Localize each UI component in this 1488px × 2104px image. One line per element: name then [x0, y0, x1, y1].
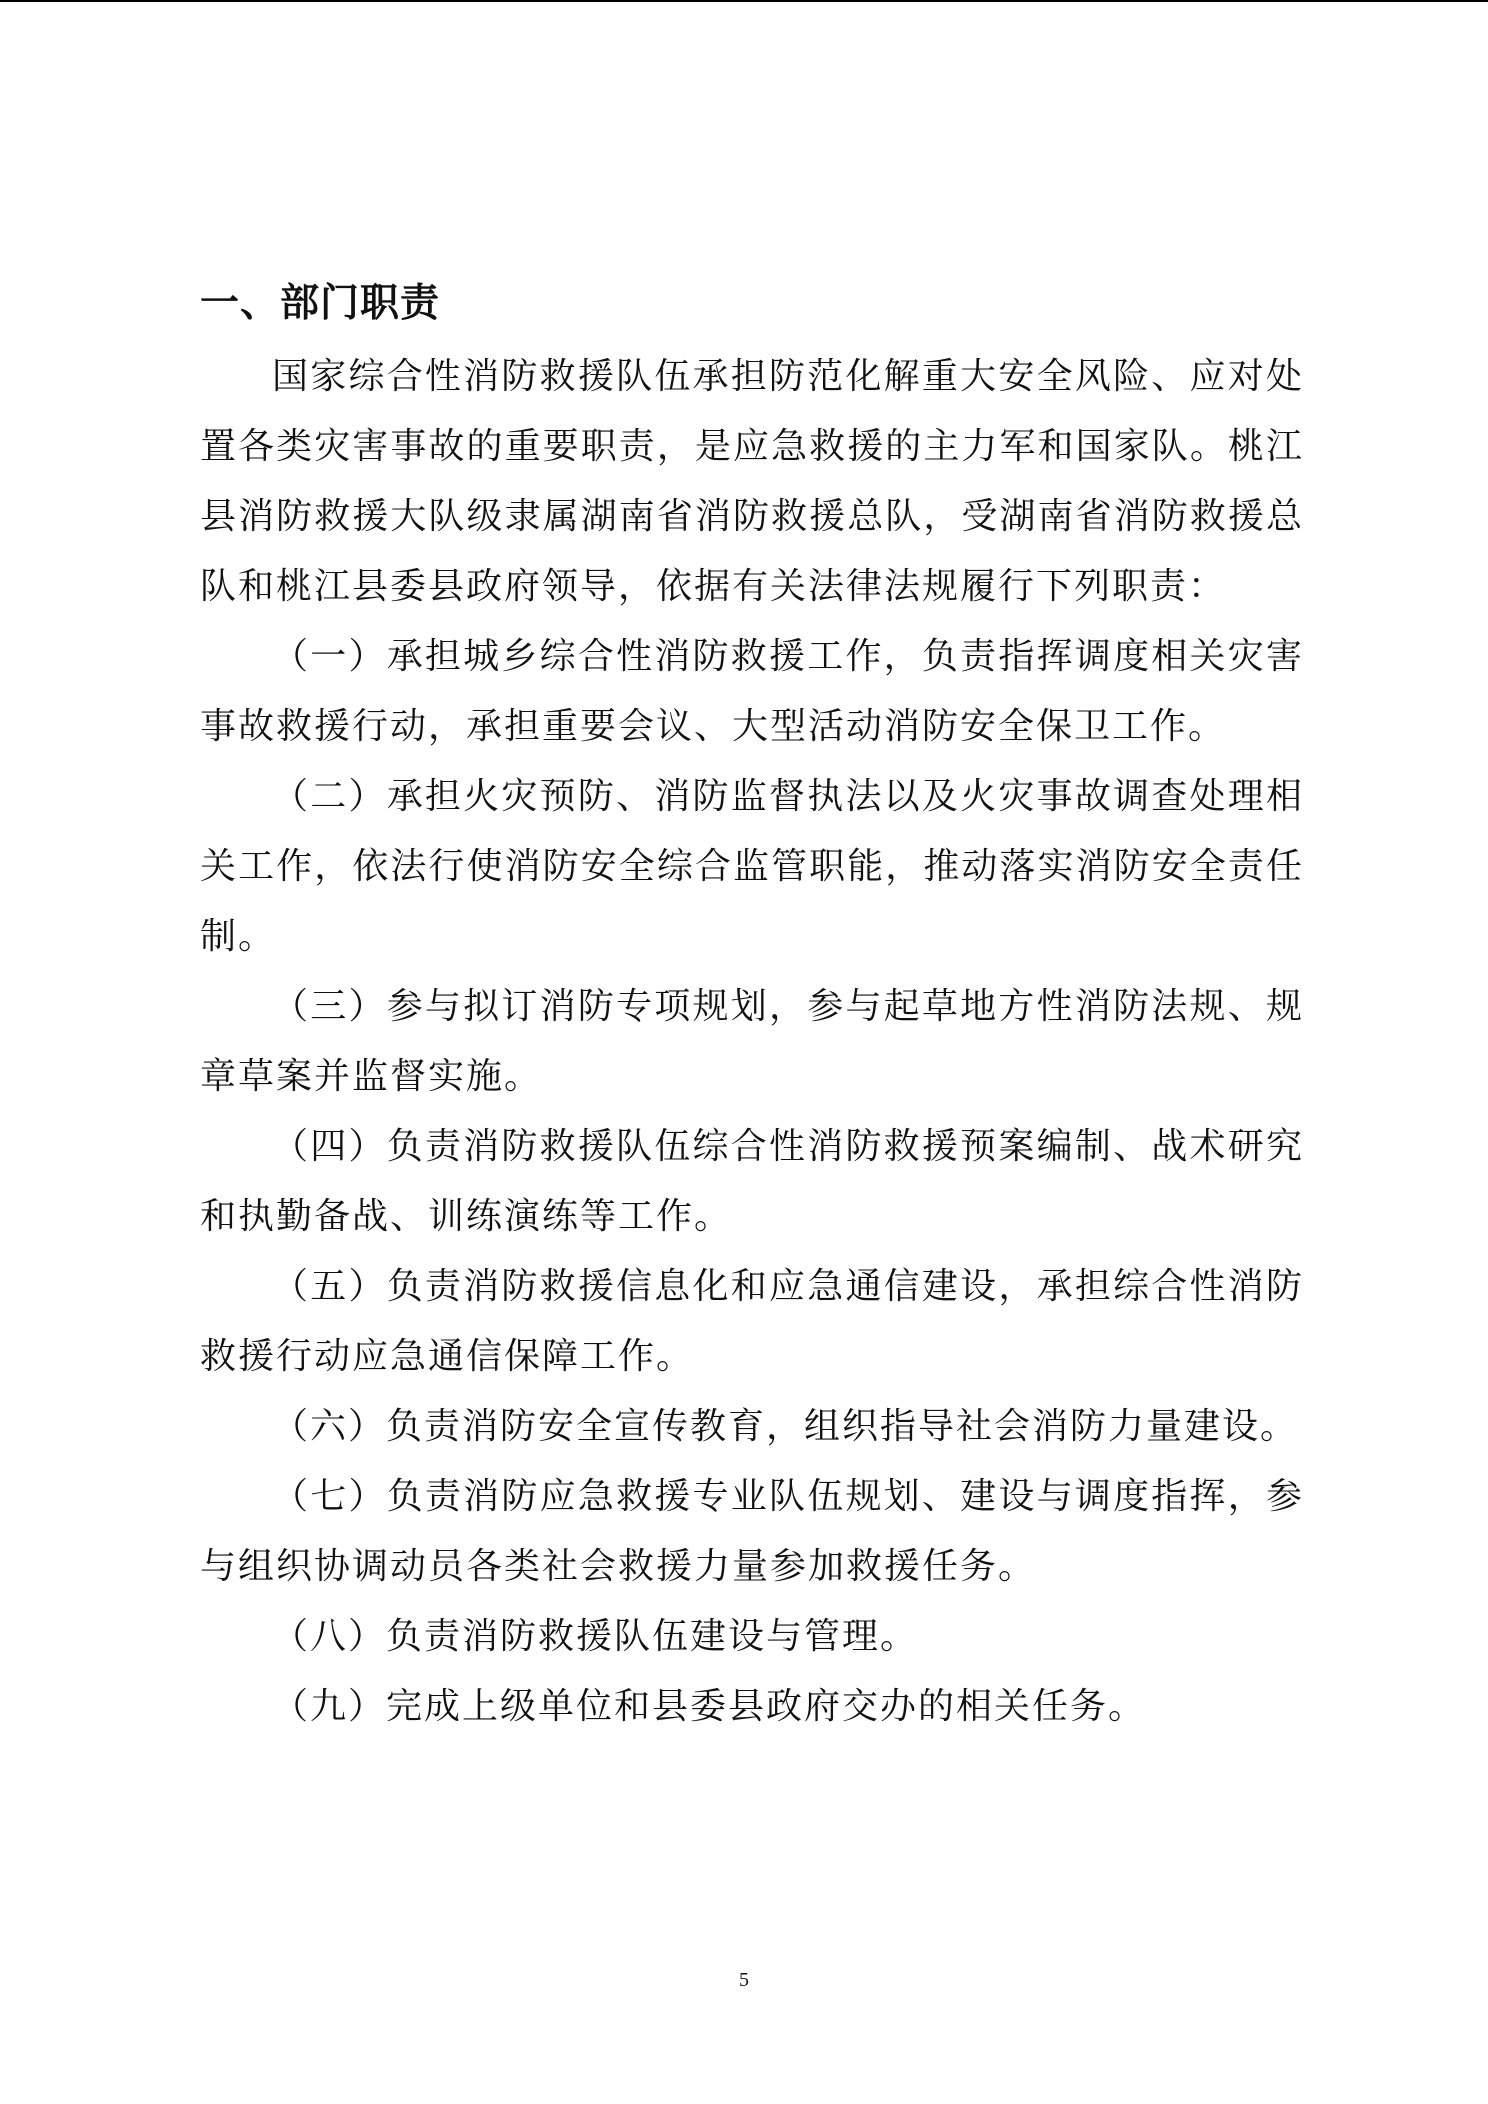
- duty-item-3: （三）参与拟订消防专项规划，参与起草地方性消防法规、规章草案并监督实施。: [200, 986, 1304, 1097]
- duty-item-2: （二）承担火灾预防、消防监督执法以及火灾事故调查处理相关工作，依法行使消防安全综合监管职能，推动落实消防安全责任制。: [200, 776, 1304, 957]
- duty-item-9: （九）完成上级单位和县委县政府交办的相关任务。: [272, 1686, 1147, 1727]
- duty-item-7: （七）负责消防应急救援专业队伍规划、建设与调度指挥，参与组织协调动员各类社会救援力量参加救援任务。: [200, 1476, 1304, 1587]
- intro-paragraph: 国家综合性消防救援队伍承担防范化解重大安全风险、应对处置各类灾害事故的重要职责，是应急救援的主力军和国家队。桃江县消防救援大队级隶属湖南省消防救援总队，受湖南省消防救援总队和桃江县委县政府领导，依据有关法律法规履行下列职责：: [200, 356, 1304, 607]
- duty-item-6: （六）负责消防安全宣传教育，组织指导社会消防力量建设。: [272, 1406, 1299, 1447]
- duty-item-4: （四）负责消防救援队伍综合性消防救援预案编制、战术研究和执勤备战、训练演练等工作。: [200, 1126, 1304, 1237]
- duty-item-5: （五）负责消防救援信息化和应急通信建设，承担综合性消防救援行动应急通信保障工作。: [200, 1266, 1304, 1377]
- page-number: 5: [739, 1969, 749, 1991]
- duty-item-8: （八）负责消防救援队伍建设与管理。: [272, 1616, 919, 1657]
- duty-item-1: （一）承担城乡综合性消防救援工作，负责指挥调度相关灾害事故救援行动，承担重要会议、大型活动消防安全保卫工作。: [200, 636, 1304, 747]
- section-heading: 一、部门职责: [200, 281, 441, 326]
- document-body: [200, 272, 1304, 1742]
